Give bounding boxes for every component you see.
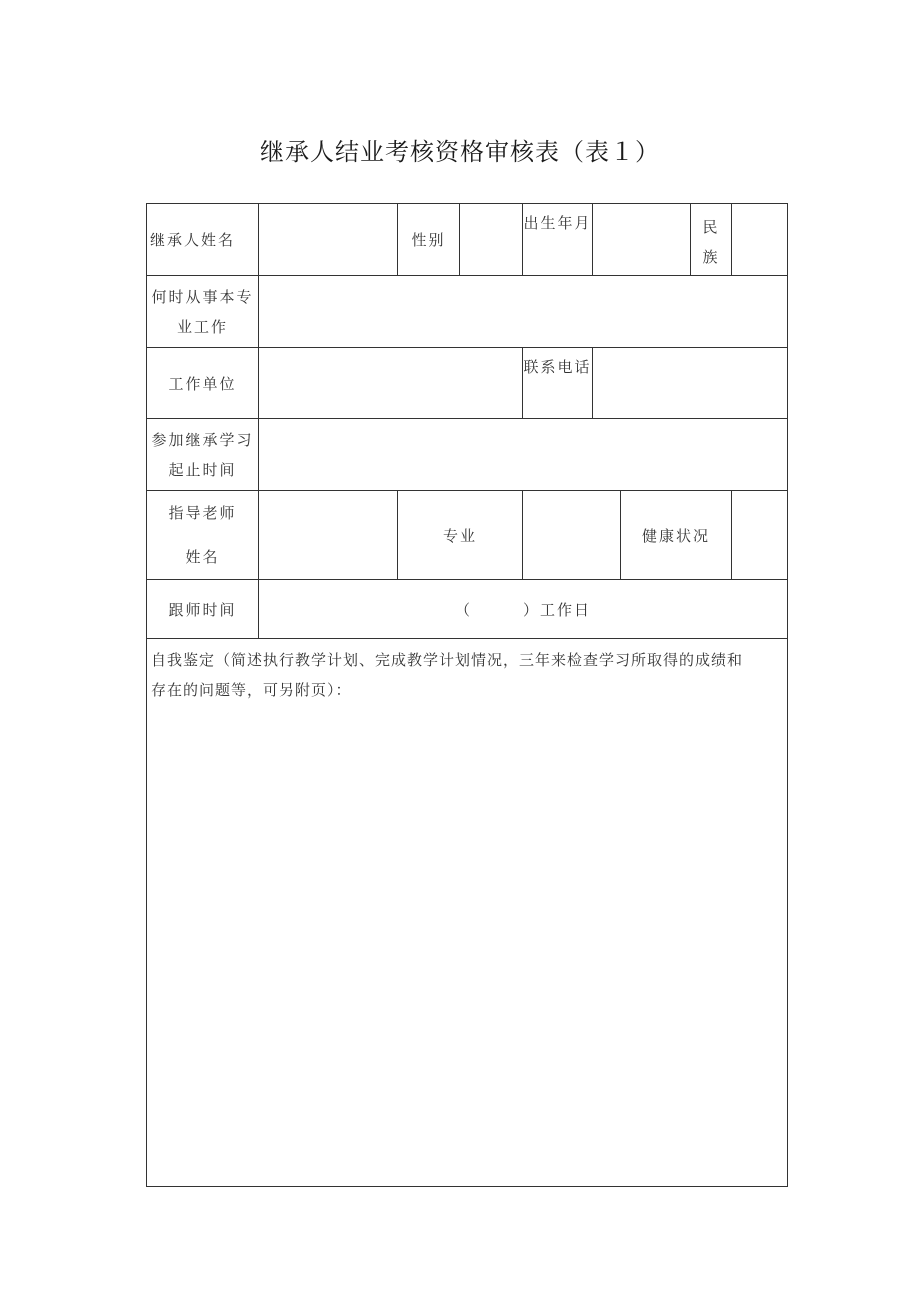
mentor-name-label-line2: 姓名 [185,548,220,566]
phone-label: 联系电话 [523,348,593,419]
self-evaluation-prompt-line2: 存在的问题等，可另附页）： [151,681,352,699]
study-period-label-line1: 参加继承学习 [151,430,254,449]
start-work-label-line1: 何时从事本专 [151,287,254,306]
birth-field[interactable] [593,204,691,276]
study-period-label-line2: 起止时间 [168,460,237,479]
mentor-name-label [147,491,259,580]
ethnicity-label-line2: 族 [702,248,720,266]
mentor-name-field[interactable] [259,491,398,580]
work-unit-label: 工作单位 [147,348,259,419]
start-work-field[interactable] [259,276,788,348]
ethnicity-label-line1: 民 [702,218,720,236]
study-period-label [147,419,259,491]
mentor-time-label: 跟师时间 [147,580,259,639]
health-label: 健康状况 [621,491,732,580]
work-unit-field[interactable] [259,348,523,419]
self-evaluation-box[interactable] [147,639,788,1187]
start-work-label [147,276,259,348]
mentor-name-label-line1: 指导老师 [168,504,237,522]
study-period-field[interactable] [259,419,788,491]
ethnicity-field[interactable] [732,204,788,276]
heir-name-label: 继承人姓名 [147,204,259,276]
birth-label: 出生年月 [523,204,593,276]
work-days-field[interactable]: （ ）工作日 [259,580,788,639]
major-label: 专业 [398,491,523,580]
self-evaluation-prompt-line1: 自我鉴定（简述执行教学计划、完成教学计划情况，三年来检查学习所取得的成绩和 [151,651,744,669]
major-field[interactable] [523,491,621,580]
gender-field[interactable] [460,204,523,276]
ethnicity-label [691,204,732,276]
phone-field[interactable] [593,348,788,419]
health-field[interactable] [732,491,788,580]
gender-label: 性别 [398,204,460,276]
qualification-review-table [146,203,788,1187]
heir-name-field[interactable] [259,204,398,276]
start-work-label-line2: 业工作 [176,317,228,336]
form-title: 继承人结业考核资格审核表（表１） [260,138,660,166]
